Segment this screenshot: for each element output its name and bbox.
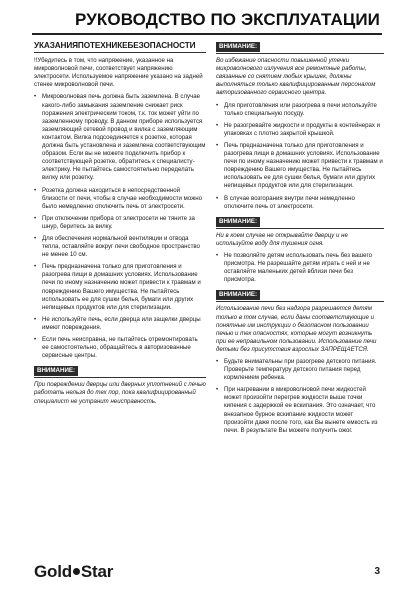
bullet-icon: • <box>216 251 219 259</box>
warning-text: Использование печи без надзора разрешается детям только в том случае, если даны соответствующие и понятные им инструкции о безопасном пользовании печью и тех опасностях, которые могут возникнуть при ее неправильном пользовании. Использование печи детьми без присутствия взрослых ЗАПРЕЩАЕТСЯ. <box>216 305 377 353</box>
list-item: • Не используйте печь, если дверца или защелки дверцы имеют повреждения. <box>34 315 201 331</box>
goldstar-logo <box>34 562 113 582</box>
bullet-icon: • <box>34 234 37 242</box>
warning-label: ВНИМАНИЕ: <box>216 217 260 227</box>
list-item: • Будьте внимательны при разогреве детского питания. Проверьте температуру детского питания перед кормлением ребенка. <box>216 358 377 382</box>
right-column <box>216 42 384 439</box>
page-title: РУКОВОДСТВО ПО ЭКСПЛУАТАЦИИ <box>75 10 380 29</box>
left-column <box>34 42 206 410</box>
list-item: • Печь предназначена только для приготовления и разогрева пищи в домашних условиях. Использование печи по иному назначению может привести к травмам и повреждению Вашего имущества. Не пытайтесь использовать ее для сушки белья, бумаги или других непищевых продуктов или для стерилизации. <box>216 141 383 190</box>
warning-text: Ни в коем случае не открывайте дверцу и не используйте воду для тушения огня. <box>216 231 348 247</box>
right-bullet-list-3 <box>216 358 384 435</box>
bullet-icon: • <box>34 93 37 101</box>
warning-rule <box>34 377 206 378</box>
bullet-icon: • <box>216 101 219 109</box>
list-item: • Розетка должна находиться в непосредственной близости от печи, чтобы в случае необходимости можно было немедленно отключить печь от электросети. <box>34 186 202 210</box>
warning-rule <box>216 301 384 302</box>
list-item: • Для приготовления или разогрева в печи используйте только специальную посуду. <box>216 101 377 117</box>
warning-label: ВНИМАНИЕ: <box>216 42 260 52</box>
bullet-icon: • <box>216 121 219 129</box>
list-item: • Для обеспечения нормальной вентиляции и отвода тепла, оставляйте вокруг печи свободное пространство не менее 10 см. <box>34 234 200 259</box>
warning-label: ВНИМАНИЕ: <box>34 366 78 376</box>
list-item: • При нагревании в микроволновой печи жидкостей может произойти перегрев жидкости выше точки кипения с задержкой ее вскипания. Это означает, что внезапное бурное вскипание жидкости может произойти даже после того, как Вы вынете емкость из печи. В результате Вы можете получить ожог. <box>216 386 378 434</box>
list-item: • Не позволяйте детям использовать печь без вашего присмотра. Не разрешайте детям играть с ней и не оставляйте маленьких детей вблизи печи без присмотра. <box>216 251 373 284</box>
bullet-icon: • <box>34 214 37 222</box>
warning-text: При повреждении дверцы или дверных уплотнений с печью работать нельзя до тех пор, пока квалифицированный специалист не устранит неисправность. <box>34 381 206 405</box>
logo-text-gold: Gold <box>34 562 72 581</box>
section-rule <box>34 52 206 53</box>
page-number: 3 <box>374 566 380 577</box>
section-title: УКАЗАНИЯПОТЕХНИКЕБЕЗОПАСНОСТИ <box>34 41 196 50</box>
bullet-icon: • <box>216 194 219 202</box>
bullet-icon: • <box>34 263 37 271</box>
bullet-icon: • <box>216 141 219 149</box>
list-item: • Микроволновая печь должна быть заземлена. В случае какого-либо замыкания заземление снижает риск поражения электрическим током, т.к. ток может уйти по заземленному проводу. В данном приборе используется заземляющий сетевой провод и вилка с заземляющим контактом. Вилка подсоединяется к розетке, которая должна быть установлена и заземлена соответствующим образом. Если вы не можете подключить прибор к соответствующей розетке, обратитесь к специалисту-электрику. Не пытайтесь самостоятельно переделать вилку или розетку. <box>34 93 206 182</box>
list-item: • Не разогревайте жидкости и продукты в контейнерах и упаковках с плотно закрытой крышкой. <box>216 121 381 137</box>
list-item: • В случае возгорания внутри печи немедленно отключите печь от электросети. <box>216 194 355 210</box>
warning-label: ВНИМАНИЕ: <box>216 290 260 300</box>
warning-rule <box>216 228 384 229</box>
right-bullet-list-2 <box>216 252 384 284</box>
warning-text: Во избежание опасности повышенной утечки микроволнового излучения все ремонтные работы, связанные со снятием любых крышек, должны выполняться только квалифицированным персоналом авторизованного сервисного центра. <box>216 57 376 97</box>
header-rule <box>32 33 382 35</box>
logo-dot-icon <box>73 568 80 575</box>
list-item: • Печь предназначена только для приготовления и разогрева пищи в домашних условиях. Использование печи по иному назначению может привести к травмам и повреждению Вашего имущества. Не пытайтесь использовать ее для сушки белья, бумаги или других непищевых продуктов или для стерилизации. <box>34 263 201 311</box>
warning-rule <box>216 53 384 54</box>
bullet-icon: • <box>34 336 37 343</box>
intro-paragraph: !!Убедитесь в том, что напряжение, указанное на микроволновой печи, соответствует напряжению электросети. Используемое напряжение указано на задней стенке микроволновой печи. <box>34 57 203 89</box>
bullet-icon: • <box>216 358 219 365</box>
bullet-icon: • <box>34 186 37 194</box>
bullet-icon: • <box>34 315 37 323</box>
logo-text-star: Star <box>80 562 114 581</box>
bullet-icon: • <box>216 386 219 394</box>
list-item: • При отключении прибора от электросети не тяните за шнур, беритесь за вилку. <box>34 214 195 230</box>
left-bullet-list <box>34 93 206 360</box>
list-item: • Если печь неисправна, не пытайтесь отремонтировать ее самостоятельно, обращайтесь в авторизованные сервисные центры. <box>34 336 198 360</box>
right-bullet-list-1 <box>216 102 384 211</box>
